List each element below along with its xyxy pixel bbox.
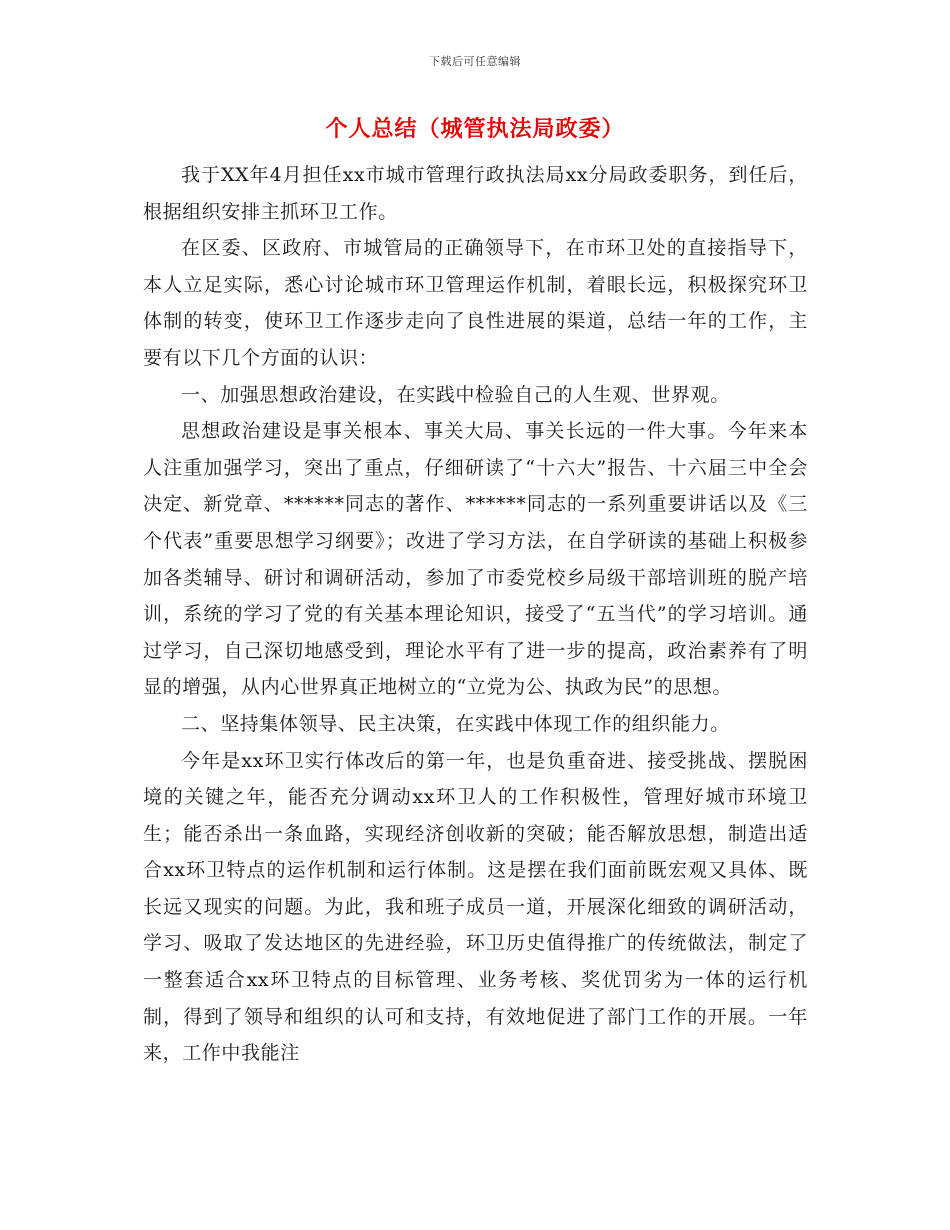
section-heading-political: 一、加强思想政治建设，在实践中检验自己的人生观、世界观。 bbox=[181, 383, 730, 406]
page-header-note: 下载后可任意编辑 bbox=[429, 55, 521, 68]
paragraph-appointment: 我于XX年4月担任xx市城市管理行政执法局xx分局政委职务，到任后，根据组织安排主抓环卫工作。 bbox=[143, 164, 808, 223]
paragraph-overview: 在区委、区政府、市城管局的正确领导下，在市环卫处的直接指导下，本人立足实际，悉心讨论城市环卫管理运作机制，着眼长远，积极探究环卫体制的转变，使环卫工作逐步走向了良性进展的渠道，总结一年的工作，主要有以下几个方面的认识： bbox=[143, 237, 808, 369]
document-body bbox=[143, 157, 808, 1072]
paragraph-political-study: 思想政治建设是事关根本、事关大局、事关长远的一件大事。今年来本人注重加强学习，突出了重点，仔细研读了“十六大”报告、十六届三中全会决定、新党章、******同志的著作、******同志的一系列重要讲话以及《三个代表”重要思想学习纲要》；改进了学习方法，在自学研读的基础上积极参加各类辅导、研讨和调研活动，参加了市委党校乡局级干部培训班的脱产培训，系统的学习了党的有关基本理论知识，接受了“五当代”的学习培训。通过学习，自己深切地感受到，理论水平有了进一步的提高，政治素养有了明显的增强，从内心世界真正地树立的“立党为公、执政为民”的思想。 bbox=[143, 420, 808, 699]
document-title: 个人总结（城管执法局政委） bbox=[325, 116, 625, 142]
section-heading-leadership: 二、坚持集体领导、民主决策，在实践中体现工作的组织能力。 bbox=[181, 712, 730, 735]
paragraph-leadership: 今年是xx环卫实行体改后的第一年，也是负重奋进、接受挑战、摆脱困境的关键之年，能否充分调动xx环卫人的工作积极性，管理好城市环境卫生；能否杀出一条血路，实现经济创收新的突破；能否解放思想，制造出适合xx环卫特点的运作机制和运行体制。这是摆在我们面前既宏观又具体、既长远又现实的问题。为此，我和班子成员一道，开展深化细致的调研活动，学习、吸取了发达地区的先进经验，环卫历史值得推广的传统做法，制定了一整套适合xx环卫特点的目标管理、业务考核、奖优罚劣为一体的运行机制，得到了领导和组织的认可和支持，有效地促进了部门工作的开展。一年来，工作中我能注 bbox=[143, 749, 808, 1065]
